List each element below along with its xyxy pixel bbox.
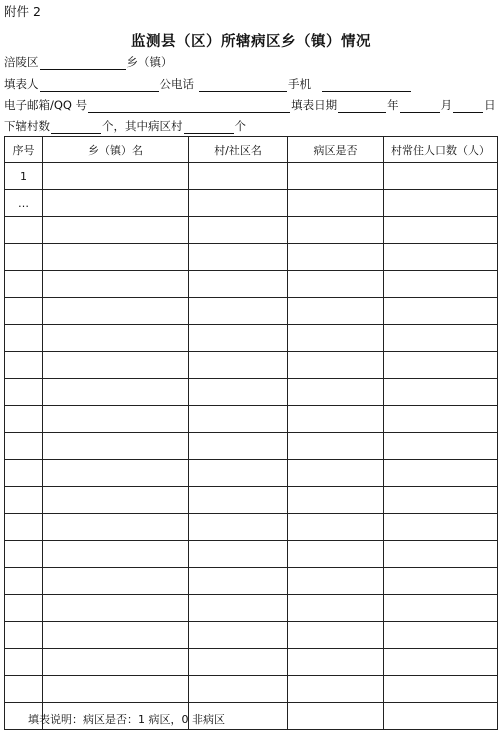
cell-endemic-flag[interactable] [288,595,384,622]
cell-township-name[interactable] [43,487,189,514]
cell-village-name[interactable] [189,487,288,514]
table-row [5,487,498,514]
cell-index[interactable]: … [5,190,43,217]
villages-line [4,118,246,134]
cell-endemic-flag[interactable] [288,379,384,406]
date-month-field[interactable] [400,99,440,113]
table-row [5,190,498,217]
page-title: 监测县（区）所辖病区乡（镇）情况 [131,34,371,50]
cell-township-name[interactable] [43,298,189,325]
table-row [5,433,498,460]
table-row [5,676,498,703]
cell-endemic-flag[interactable] [288,190,384,217]
endemic-unit: 个 [234,119,246,133]
table-row [5,649,498,676]
cell-township-name[interactable] [43,325,189,352]
cell-index[interactable]: 1 [5,163,43,190]
cell-index[interactable] [5,514,43,541]
cell-endemic-flag[interactable] [288,514,384,541]
cell-index[interactable] [5,271,43,298]
township-table [4,136,498,730]
cell-index[interactable] [5,568,43,595]
cell-township-name[interactable] [43,568,189,595]
cell-endemic-flag[interactable] [288,487,384,514]
table-row [5,244,498,271]
attachment-label: 附件 2 [4,4,41,19]
header-township-name: 乡（镇）名 [43,137,189,163]
cell-population[interactable] [384,703,498,730]
cell-index[interactable] [5,649,43,676]
cell-endemic-flag[interactable] [288,298,384,325]
cell-township-name[interactable] [43,676,189,703]
footnote: 填表说明：病区是否：1 病区，0 非病区 [28,713,225,726]
year-label: 年 [387,98,399,112]
cell-village-name[interactable] [189,622,288,649]
table-row [5,217,498,244]
cell-township-name[interactable] [43,595,189,622]
day-label: 日 [484,98,496,112]
cell-township-name[interactable] [43,217,189,244]
table-row [5,541,498,568]
date-year-field[interactable] [338,99,386,113]
cell-endemic-flag[interactable] [288,406,384,433]
cell-population[interactable] [384,325,498,352]
cell-population[interactable] [384,622,498,649]
table-row [5,271,498,298]
cell-index[interactable] [5,622,43,649]
cell-index[interactable] [5,676,43,703]
cell-township-name[interactable] [43,622,189,649]
cell-township-name[interactable] [43,190,189,217]
cell-population[interactable] [384,568,498,595]
cell-village-name[interactable] [189,163,288,190]
villages-unit: 个，其中病区村 [102,119,183,133]
table-header-row [5,137,498,163]
cell-index[interactable] [5,541,43,568]
cell-population[interactable] [384,487,498,514]
cell-village-name[interactable] [189,514,288,541]
header-endemic-flag: 病区是否 [288,137,384,163]
cell-village-name[interactable] [189,541,288,568]
cell-township-name[interactable] [43,514,189,541]
cell-endemic-flag[interactable] [288,541,384,568]
cell-township-name[interactable] [43,460,189,487]
cell-index[interactable] [5,325,43,352]
filler-name-field[interactable] [40,78,159,92]
cell-endemic-flag[interactable] [288,217,384,244]
cell-village-name[interactable] [189,568,288,595]
cell-population[interactable] [384,514,498,541]
cell-index[interactable] [5,487,43,514]
cell-village-name[interactable] [189,217,288,244]
email-date-line [4,97,496,113]
cell-population[interactable] [384,190,498,217]
cell-index[interactable] [5,379,43,406]
county-label: 涪陵区 [4,55,39,69]
email-field[interactable] [88,99,290,113]
cell-village-name[interactable] [189,190,288,217]
cell-endemic-flag[interactable] [288,649,384,676]
township-label: 乡（镇） [126,55,173,69]
header-index: 序号 [5,137,43,163]
cell-population[interactable] [384,541,498,568]
cell-index[interactable] [5,406,43,433]
cell-township-name[interactable] [43,649,189,676]
cell-population[interactable] [384,379,498,406]
cell-index[interactable] [5,298,43,325]
cell-village-name[interactable] [189,433,288,460]
cell-population[interactable] [384,271,498,298]
mobile-field[interactable] [322,78,411,92]
cell-index[interactable] [5,244,43,271]
cell-endemic-flag[interactable] [288,325,384,352]
cell-township-name[interactable] [43,163,189,190]
contact-line [4,76,412,92]
cell-index[interactable] [5,460,43,487]
cell-village-name[interactable] [189,325,288,352]
cell-population[interactable] [384,595,498,622]
cell-endemic-flag[interactable] [288,460,384,487]
table-row [5,379,498,406]
cell-village-name[interactable] [189,271,288,298]
table-row [5,595,498,622]
header-village-name: 村/社区名 [189,137,288,163]
date-label: 填表日期 [291,98,338,112]
cell-population[interactable] [384,244,498,271]
cell-village-name[interactable] [189,406,288,433]
township-name-field[interactable] [40,56,126,70]
month-label: 月 [440,98,453,112]
cell-village-name[interactable] [189,352,288,379]
cell-endemic-flag[interactable] [288,433,384,460]
table-row [5,352,498,379]
villages-label: 下辖村数 [4,119,50,133]
cell-township-name[interactable] [43,244,189,271]
endemic-villages-count-field[interactable] [184,120,234,134]
cell-index[interactable] [5,595,43,622]
cell-endemic-flag[interactable] [288,244,384,271]
cell-endemic-flag[interactable] [288,352,384,379]
cell-index[interactable] [5,217,43,244]
date-day-field[interactable] [453,99,483,113]
villages-count-field[interactable] [51,120,101,134]
cell-index[interactable] [5,433,43,460]
cell-population[interactable] [384,163,498,190]
cell-township-name[interactable] [43,406,189,433]
table-row [5,622,498,649]
cell-township-name[interactable] [43,433,189,460]
cell-endemic-flag[interactable] [288,622,384,649]
county-line [4,54,173,70]
table-row [5,568,498,595]
table-row [5,406,498,433]
cell-population[interactable] [384,433,498,460]
cell-village-name[interactable] [189,298,288,325]
cell-township-name[interactable] [43,271,189,298]
table-row [5,460,498,487]
office-phone-field[interactable] [199,78,287,92]
cell-endemic-flag[interactable] [288,676,384,703]
office-phone-label: 公电话 [159,77,194,91]
cell-township-name[interactable] [43,379,189,406]
cell-population[interactable] [384,298,498,325]
cell-endemic-flag[interactable] [288,703,384,730]
email-label: 电子邮箱/QQ 号 [4,98,88,112]
cell-endemic-flag[interactable] [288,163,384,190]
cell-township-name[interactable] [43,541,189,568]
cell-population[interactable] [384,676,498,703]
cell-population[interactable] [384,217,498,244]
cell-population[interactable] [384,352,498,379]
table-row [5,298,498,325]
cell-township-name[interactable] [43,352,189,379]
cell-population[interactable] [384,406,498,433]
table-row [5,163,498,190]
cell-population[interactable] [384,649,498,676]
cell-index[interactable] [5,352,43,379]
cell-population[interactable] [384,460,498,487]
mobile-label: 手机 [288,77,311,91]
cell-endemic-flag[interactable] [288,271,384,298]
header-population: 村常住人口数（人） [384,137,498,163]
cell-village-name[interactable] [189,649,288,676]
cell-village-name[interactable] [189,244,288,271]
cell-village-name[interactable] [189,379,288,406]
cell-village-name[interactable] [189,460,288,487]
cell-village-name[interactable] [189,676,288,703]
cell-village-name[interactable] [189,595,288,622]
cell-endemic-flag[interactable] [288,568,384,595]
table-row [5,514,498,541]
table-row [5,325,498,352]
filler-label: 填表人 [4,77,39,91]
